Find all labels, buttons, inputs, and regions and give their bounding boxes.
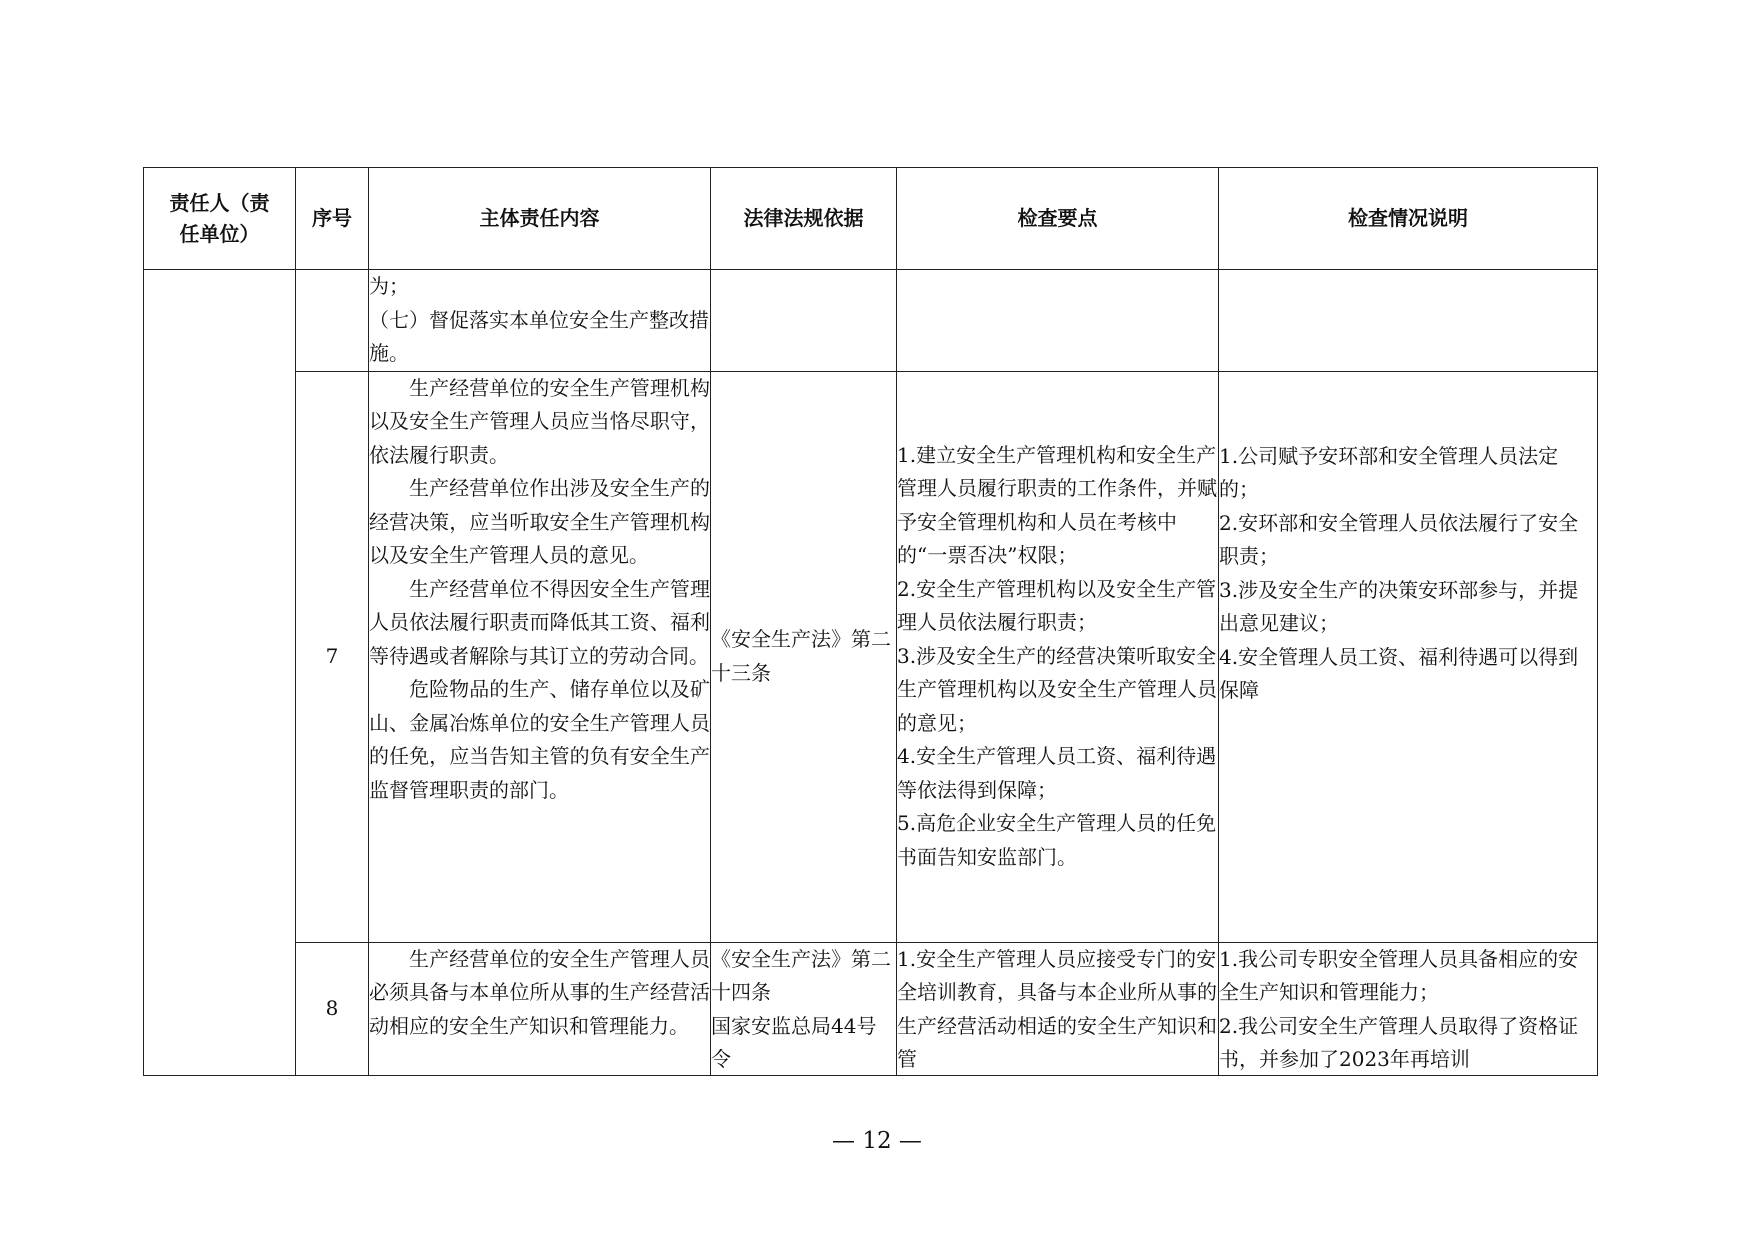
content-cell xyxy=(369,942,711,1075)
header-status: 检查情况说明 xyxy=(1219,168,1598,270)
content-paragraph: 危险物品的生产、储存单位以及矿山、金属冶炼单位的安全生产管理人员的任免，应当告知主管的负有安全生产监督管理职责的部门。 xyxy=(369,677,710,802)
basis-cell xyxy=(711,942,897,1075)
status-item: 1.我公司专职安全管理人员具备相应的安全生产知识和管理能力； xyxy=(1219,946,1579,1004)
basis-text: 《安全生产法》第二十四条 xyxy=(711,946,891,1004)
table-header-row xyxy=(144,168,1598,270)
status-item: 3.涉及安全生产的决策安环部参与，并提出意见建议； xyxy=(1219,577,1579,635)
content-paragraph: 生产经营单位的安全生产管理人员必须具备与本单位所从事的生产经营活动相应的安全生产知识和管理能力。 xyxy=(369,946,710,1038)
status-item: 1.公司赋予安环部和安全管理人员法定的； xyxy=(1219,443,1559,501)
header-responsible-party: 责任人（责任单位） xyxy=(144,168,296,270)
basis-cell xyxy=(711,270,897,372)
header-legal-basis: 法律法规依据 xyxy=(711,168,897,270)
table-row xyxy=(144,270,1598,372)
content-paragraph: 生产经营单位的安全生产管理机构以及安全生产管理人员应当恪尽职守，依法履行职责。 xyxy=(369,375,710,467)
status-item: 2.我公司安全生产管理人员取得了资格证书，并参加了2023年再培训 xyxy=(1219,1013,1579,1071)
basis-text: 国家安监总局44号令 xyxy=(711,1013,877,1071)
check-point: 2.安全生产管理机构以及安全生产管理人员依法履行职责； xyxy=(897,576,1217,635)
page-number: — 12 — xyxy=(832,1128,922,1154)
status-cell xyxy=(1219,270,1598,372)
header-content: 主体责任内容 xyxy=(369,168,711,270)
status-cell xyxy=(1219,371,1598,942)
status-item: 4.安全管理人员工资、福利待遇可以得到保障 xyxy=(1219,644,1579,702)
table-row xyxy=(144,942,1598,1075)
responsibility-table xyxy=(143,167,1598,1076)
content-paragraph: 生产经营单位不得因安全生产管理人员依法履行职责而降低其工资、福利等待遇或者解除与其订立的劳动合同。 xyxy=(369,576,710,668)
responsible-party-cell xyxy=(144,270,296,1076)
header-seq: 序号 xyxy=(296,168,369,270)
status-cell xyxy=(1219,942,1598,1075)
check-point: 5.高危企业安全生产管理人员的任免书面告知安监部门。 xyxy=(897,811,1217,869)
seq-cell: 7 xyxy=(296,371,369,942)
content-cell xyxy=(369,371,711,942)
content-cell xyxy=(369,270,711,372)
seq-cell: 8 xyxy=(296,942,369,1075)
points-cell xyxy=(897,270,1219,372)
check-point: 3.涉及安全生产的经营决策听取安全生产管理机构以及安全生产管理人员的意见； xyxy=(897,643,1217,735)
content-paragraph: 生产经营单位作出涉及安全生产的经营决策，应当听取安全生产管理机构以及安全生产管理人员的意见。 xyxy=(369,476,710,567)
table-row xyxy=(144,371,1598,942)
basis-text: 《安全生产法》第二十三条 xyxy=(711,627,891,685)
status-item: 2.安环部和安全管理人员依法履行了安全职责； xyxy=(1219,510,1579,568)
content-line: 为； xyxy=(369,274,409,298)
points-cell xyxy=(897,371,1219,942)
content-line: （七）督促落实本单位安全生产整改措施。 xyxy=(369,307,709,365)
seq-cell xyxy=(296,270,369,372)
header-check-points: 检查要点 xyxy=(897,168,1219,270)
points-cell xyxy=(897,942,1219,1075)
check-point: 1.安全生产管理人员应接受专门的安全培训教育，具备与本企业所从事的生产经营活动相适的安全生产知识和管 xyxy=(897,946,1217,1071)
check-point: 4.安全生产管理人员工资、福利待遇等依法得到保障； xyxy=(897,744,1217,802)
basis-cell xyxy=(711,371,897,942)
check-point: 1.建立安全生产管理机构和安全生产管理人员履行职责的工作条件，并赋予安全管理机构和人员在考核中的“一票否决”权限； xyxy=(897,442,1217,568)
